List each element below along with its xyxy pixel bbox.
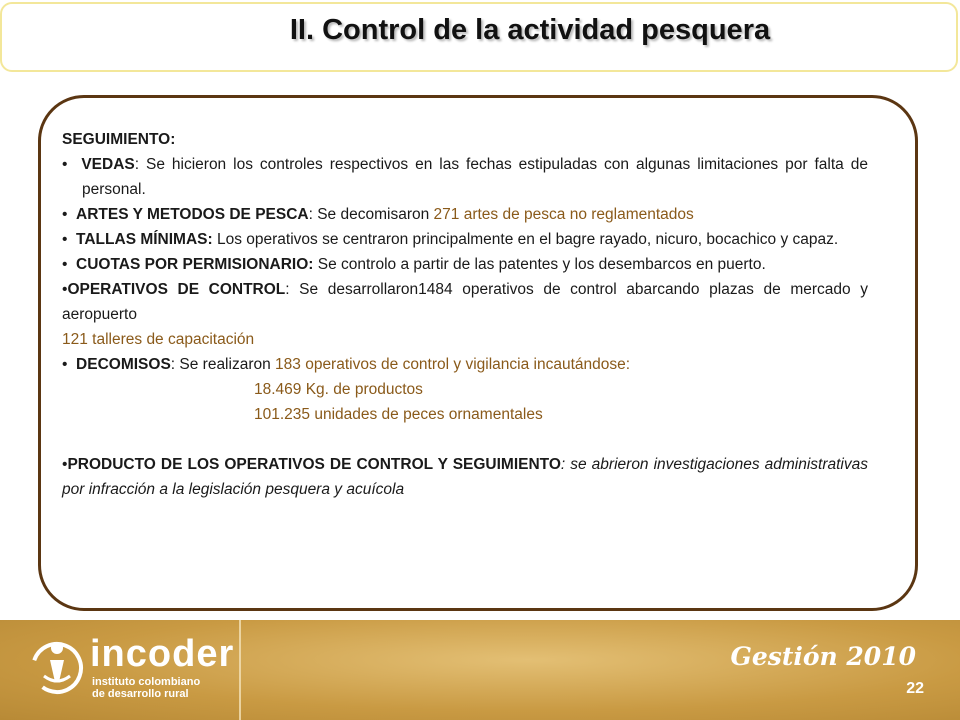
section-heading: SEGUIMIENTO:: [62, 131, 176, 148]
logo-subtitle: instituto colombiano de desarrollo rural: [92, 676, 201, 700]
list-item-tallas: • TALLAS MÍNIMAS: Los operativos se centraron principalmente en el bagre rayado, nicuro, bocachico y capaz.: [62, 231, 839, 248]
gestion-label: Gestión 2010: [730, 642, 916, 671]
list-item-vedas: • VEDAS: Se hicieron los controles respectivos en las fechas estipuladas con algunas limitaciones por falta de personal.: [62, 156, 868, 198]
list-item-decomisos: • DECOMISOS: Se realizaron 183 operativos de control y vigilancia incautándose:: [62, 356, 631, 373]
talleres-line: 121 talleres de capacitación: [62, 331, 255, 348]
page-number: 22: [906, 680, 924, 697]
slide-title: II. Control de la actividad pesquera: [289, 14, 771, 46]
list-item-cuotas: • CUOTAS POR PERMISIONARIO: Se controlo a partir de las patentes y los desembarcos en puerto.: [62, 256, 766, 273]
content-body: [62, 127, 868, 502]
footer-divider: [239, 620, 241, 720]
list-item-operativos: •OPERATIVOS DE CONTROL: Se desarrollaron1484 operativos de control abarcando plazas de mercado y aeropuerto: [62, 281, 868, 323]
footer-band: [0, 620, 960, 720]
logo-wordmark: incoder: [90, 633, 235, 675]
incoder-logo-icon: [30, 636, 84, 696]
peces-line: 101.235 unidades de peces ornamentales: [254, 406, 543, 423]
list-item-artes: • ARTES Y METODOS DE PESCA: Se decomisaron 271 artes de pesca no reglamentados: [62, 206, 694, 223]
list-item-producto: •PRODUCTO DE LOS OPERATIVOS DE CONTROL Y SEGUIMIENTO: se abrieron investigaciones administrativas por infracción a la legislación pesquera y acuícola: [62, 456, 868, 498]
productos-line: 18.469 Kg. de productos: [254, 381, 423, 398]
